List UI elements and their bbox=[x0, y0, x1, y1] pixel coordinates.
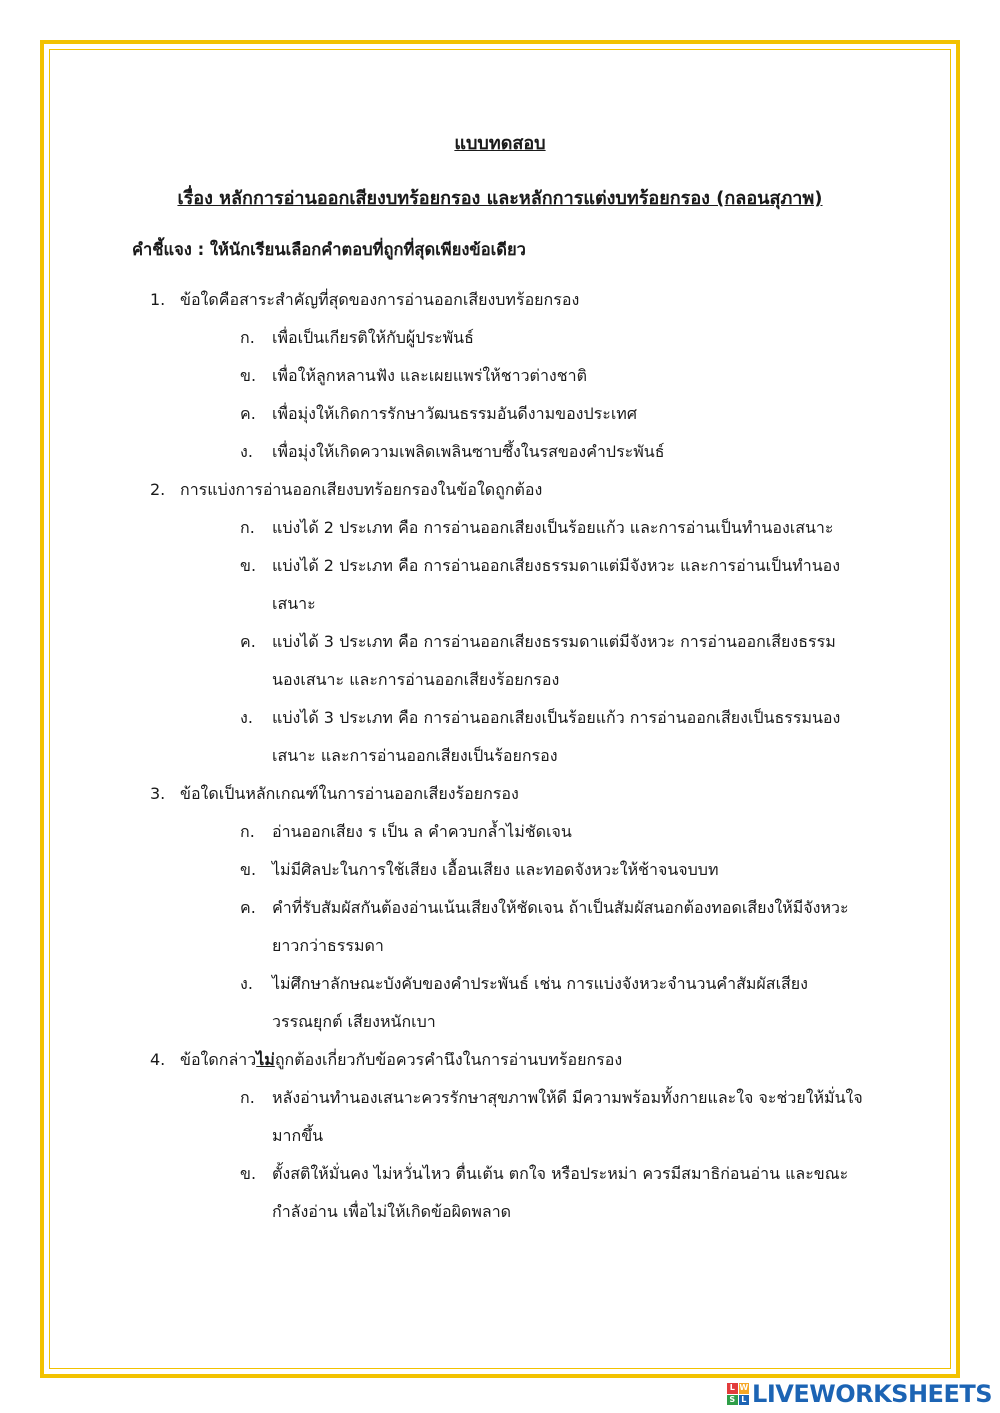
logo-text: LIVEWORKSHEETS bbox=[752, 1380, 992, 1408]
option-label: ง. bbox=[240, 974, 253, 993]
option-label: ข. bbox=[240, 366, 257, 385]
liveworksheets-logo-icon bbox=[727, 1383, 749, 1405]
question-text bbox=[180, 1049, 622, 1071]
option-text: คำที่รับสัมผัสกันต้องอ่านเน้นเสียงให้ชัดเจน ถ้าเป็นสัมผัสนอกต้องทอดเสียงให้มีจังหวะ bbox=[272, 898, 849, 917]
option-text: เพื่อมุ่งให้เกิดความเพลิดเพลินซาบซึ้งในรสของคำประพันธ์ bbox=[272, 442, 665, 461]
option-label: ง. bbox=[240, 708, 253, 727]
logo-letter: W bbox=[739, 1383, 749, 1392]
option-text: แบ่งได้ 2 ประเภท คือ การอ่านออกเสียงเป็นร้อยแก้ว และการอ่านเป็นทำนองเสนาะ bbox=[272, 518, 834, 537]
option-text-continued: มากขึ้น bbox=[272, 1126, 324, 1145]
option-text: อ่านออกเสียง ร เป็น ล คำควบกล้ำไม่ชัดเจน bbox=[272, 822, 572, 841]
test-title: แบบทดสอบ bbox=[454, 133, 546, 154]
option-text-continued: กำลังอ่าน เพื่อไม่ให้เกิดข้อผิดพลาด bbox=[272, 1202, 512, 1221]
option-label: ค. bbox=[240, 404, 256, 423]
option-label: ข. bbox=[240, 1164, 257, 1183]
option-text: แบ่งได้ 3 ประเภท คือ การอ่านออกเสียงธรรมดาแต่มีจังหวะ การอ่านออกเสียงธรรม bbox=[272, 632, 836, 651]
option-text: แบ่งได้ 3 ประเภท คือ การอ่านออกเสียงเป็นร้อยแก้ว การอ่านออกเสียงเป็นธรรมนอง bbox=[272, 708, 841, 727]
question-number: 3. bbox=[150, 784, 166, 803]
question-number: 2. bbox=[150, 480, 166, 499]
logo-letter: L bbox=[739, 1395, 750, 1406]
instruction: คำชี้แจง : ให้นักเรียนเลือกคำตอบที่ถูกที่สุดเพียงข้อเดียว bbox=[132, 240, 526, 259]
option-text-continued: วรรณยุกต์ เสียงหนักเบา bbox=[272, 1012, 436, 1031]
question-text: การแบ่งการอ่านออกเสียงบทร้อยกรองในข้อใดถูกต้อง bbox=[180, 480, 543, 499]
option-label: ก. bbox=[240, 328, 255, 347]
question-text-part: ข้อใดกล่าว bbox=[180, 1050, 257, 1069]
option-text: เพื่อมุ่งให้เกิดการรักษาวัฒนธรรมอันดีงามของประเทศ bbox=[272, 404, 637, 423]
question-text: ข้อใดคือสาระสำคัญที่สุดของการอ่านออกเสียงบทร้อยกรอง bbox=[180, 290, 580, 309]
question-number: 4. bbox=[150, 1050, 166, 1069]
liveworksheets-logo[interactable] bbox=[727, 1380, 992, 1408]
option-text: แบ่งได้ 2 ประเภท คือ การอ่านออกเสียงธรรมดาแต่มีจังหวะ และการอ่านเป็นทำนอง bbox=[272, 556, 841, 575]
option-text: หลังอ่านทำนองเสนาะควรรักษาสุขภาพให้ดี มีความพร้อมทั้งกายและใจ จะช่วยให้มั่นใจ bbox=[272, 1088, 863, 1107]
option-text-continued: นองเสนาะ และการอ่านออกเสียงร้อยกรอง bbox=[272, 670, 560, 689]
question-text: ข้อใดเป็นหลักเกณฑ์ในการอ่านออกเสียงร้อยกรอง bbox=[180, 784, 519, 803]
question-text-part: ถูกต้องเกี่ยวกับข้อควรคำนึงในการอ่านบทร้อยกรอง bbox=[274, 1050, 623, 1069]
option-text: ไม่มีศิลปะในการใช้เสียง เอื้อนเสียง และทอดจังหวะให้ช้าจนจบบท bbox=[272, 860, 719, 879]
emphasis-not: ไม่ bbox=[256, 1050, 275, 1069]
subject-title: เรื่อง หลักการอ่านออกเสียงบทร้อยกรอง และหลักการแต่งบทร้อยกรอง (กลอนสุภาพ) bbox=[177, 188, 823, 209]
option-text-continued: ยาวกว่าธรรมดา bbox=[272, 936, 384, 955]
option-label: ก. bbox=[240, 822, 255, 841]
option-label: ค. bbox=[240, 632, 256, 651]
option-text: ตั้งสติให้มั่นคง ไม่หวั่นไหว ตื่นเต้น ตกใจ หรือประหม่า ควรมีสมาธิก่อนอ่าน และขณะ bbox=[272, 1164, 849, 1183]
option-label: ข. bbox=[240, 556, 257, 575]
option-text: เพื่อให้ลูกหลานฟัง และเผยแพร่ให้ชาวต่างชาติ bbox=[272, 366, 587, 385]
option-label: ข. bbox=[240, 860, 257, 879]
option-text: เพื่อเป็นเกียรติให้กับผู้ประพันธ์ bbox=[272, 328, 474, 347]
option-label: ก. bbox=[240, 518, 255, 537]
option-text-continued: เสนาะ และการอ่านออกเสียงเป็นร้อยกรอง bbox=[272, 746, 558, 765]
option-text-continued: เสนาะ bbox=[272, 594, 316, 613]
option-label: ก. bbox=[240, 1088, 255, 1107]
logo-letter: L bbox=[727, 1383, 738, 1394]
option-label: ง. bbox=[240, 442, 253, 461]
logo-letter: S bbox=[727, 1395, 738, 1406]
question-number: 1. bbox=[150, 290, 166, 309]
option-text: ไม่ศึกษาลักษณะบังคับของคำประพันธ์ เช่น การแบ่งจังหวะจำนวนคำสัมผัสเสียง bbox=[272, 974, 808, 993]
option-label: ค. bbox=[240, 898, 256, 917]
